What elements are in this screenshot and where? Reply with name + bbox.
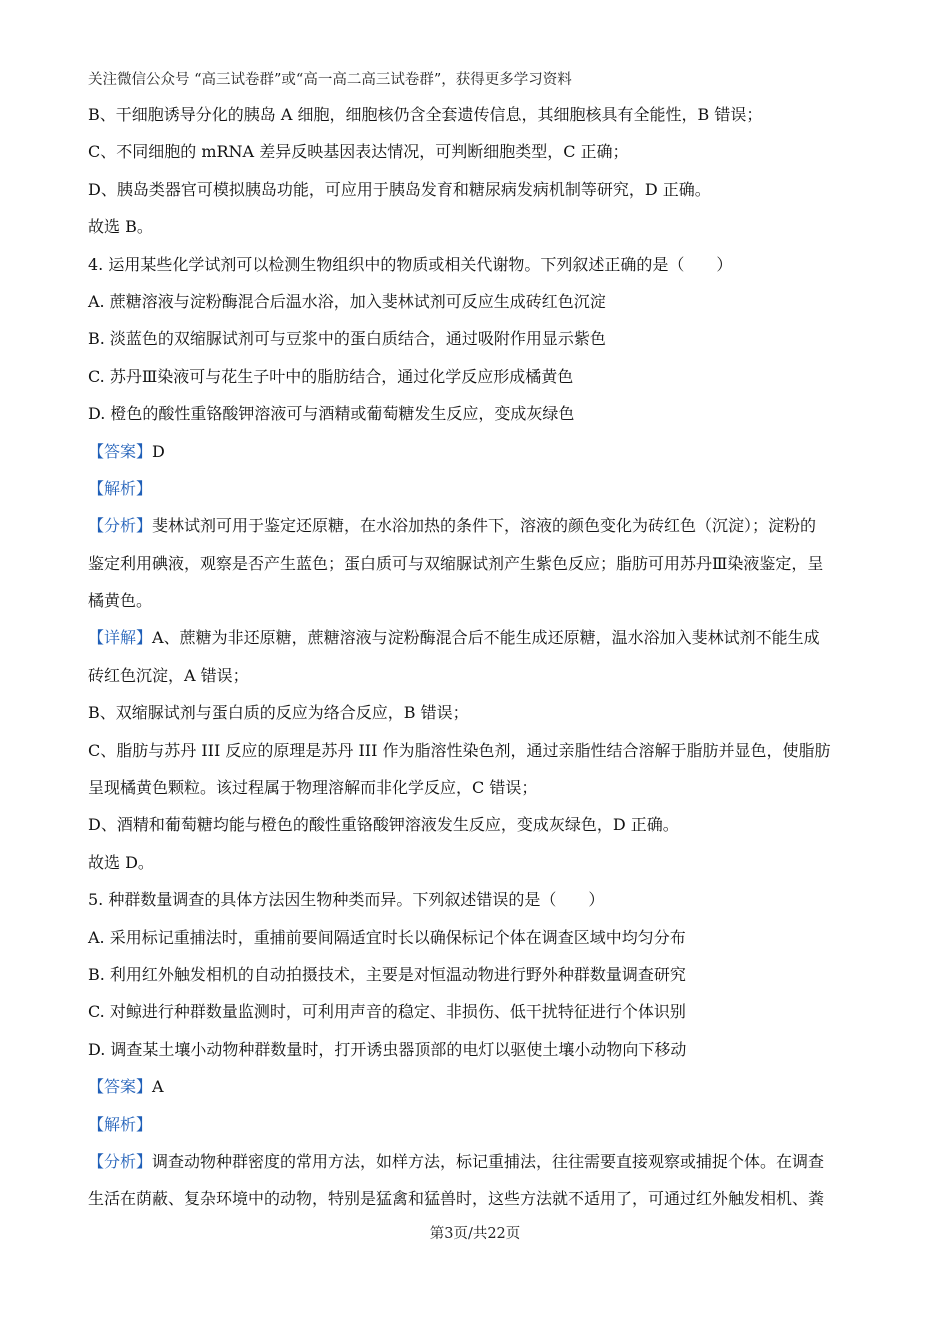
detail-tag: 【详解】 <box>88 628 153 648</box>
text-line: 故选 D。 <box>88 852 154 872</box>
text-line: D、胰岛类器官可模拟胰岛功能，可应用于胰岛发育和糖尿病发病机制等研究，D 正确。 <box>88 179 711 199</box>
answer-line: 【答案】A <box>88 1077 164 1097</box>
header-note: 关注微信公众号 “高三试卷群”或“高一高二高三试卷群”，获得更多学习资料 <box>88 72 572 88</box>
question-5-option-a: A. 采用标记重捕法时，重捕前要间隔适宜时长以确保标记个体在调查区域中均匀分布 <box>88 927 686 947</box>
text-line: C、脂肪与苏丹 III 反应的原理是苏丹 III 作为脂溶性染色剂，通过亲脂性结合溶解于脂肪并显色，使脂肪 <box>88 740 831 760</box>
analysis-sub-tag: 【分析】 <box>88 516 153 536</box>
text-line: B、双缩脲试剂与蛋白质的反应为络合反应，B 错误； <box>88 703 469 723</box>
text-line: 橘黄色。 <box>88 591 153 611</box>
text-line: C、不同细胞的 mRNA 差异反映基因表达情况，可判断细胞类型，C 正确； <box>88 142 629 162</box>
analysis-tag: 【解析】 <box>88 478 153 498</box>
question-4-option-a: A. 蔗糖溶液与淀粉酶混合后温水浴，加入斐林试剂可反应生成砖红色沉淀 <box>88 291 606 311</box>
analysis-tag: 【解析】 <box>88 1114 153 1134</box>
analysis-line: 【分析】斐林试剂可用于鉴定还原糖，在水浴加热的条件下，溶液的颜色变化为砖红色（沉淀）；淀粉的 <box>88 516 817 536</box>
question-4-option-b: B. 淡蓝色的双缩脲试剂可与豆浆中的蛋白质结合，通过吸附作用显示紫色 <box>88 329 606 349</box>
analysis-sub-tag: 【分析】 <box>88 1151 153 1171</box>
question-5-option-c: C. 对鲸进行种群数量监测时，可利用声音的稳定、非损伤、低干扰特征进行个体识别 <box>88 1002 686 1022</box>
text-line: 生活在荫蔽、复杂环境中的动物，特别是猛禽和猛兽时，这些方法就不适用了，可通过红外触发相机、粪 <box>88 1189 825 1209</box>
text-line: 鉴定利用碘液，观察是否产生蓝色；蛋白质可与双缩脲试剂产生紫色反应；脂肪可用苏丹Ⅲ染液鉴定，呈 <box>88 553 824 573</box>
detail-line: 【详解】A、蔗糖为非还原糖，蔗糖溶液与淀粉酶混合后不能生成还原糖，温水浴加入斐林试剂不能生成 <box>88 628 820 648</box>
answer-tag: 【答案】 <box>88 1077 153 1097</box>
analysis-heading <box>88 1106 860 1143</box>
text-line: 呈现橘黄色颗粒。该过程属于物理溶解而非化学反应，C 错误； <box>88 778 538 798</box>
answer-line: 【答案】D <box>88 441 165 461</box>
analysis-heading <box>88 470 860 507</box>
question-5-option-d: D. 调查某土壤小动物种群数量时，打开诱虫器顶部的电灯以驱使土壤小动物向下移动 <box>88 1039 687 1059</box>
question-5-stem: 5. 种群数量调查的具体方法因生物种类而异。下列叙述错误的是（ ） <box>88 890 605 910</box>
text-line: 故选 B。 <box>88 217 153 237</box>
page-number: 第3页/共22页 <box>429 1226 521 1242</box>
question-5-option-b: B. 利用红外触发相机的自动拍摄技术，主要是对恒温动物进行野外种群数量调查研究 <box>88 964 686 984</box>
analysis-line: 【分析】调查动物种群密度的常用方法，如样方法，标记重捕法，往往需要直接观察或捕捉个体。在调查 <box>88 1151 825 1171</box>
question-4-stem: 4. 运用某些化学试剂可以检测生物组织中的物质或相关代谢物。下列叙述正确的是（ ） <box>88 254 733 274</box>
text-line: 砖红色沉淀，A 错误； <box>88 665 249 685</box>
text-line: B、干细胞诱导分化的胰岛 A 细胞，细胞核仍含全套遗传信息，其细胞核具有全能性，B 错误； <box>88 105 763 124</box>
question-4-option-d: D. 橙色的酸性重铬酸钾溶液可与酒精或葡萄糖发生反应，变成灰绿色 <box>88 404 575 424</box>
document-body <box>88 96 860 1218</box>
answer-tag: 【答案】 <box>88 441 153 461</box>
text-line: D、酒精和葡萄糖均能与橙色的酸性重铬酸钾溶液发生反应，变成灰绿色，D 正确。 <box>88 815 679 835</box>
question-4-option-c: C. 苏丹Ⅲ染液可与花生子叶中的脂肪结合，通过化学反应形成橘黄色 <box>88 366 574 386</box>
